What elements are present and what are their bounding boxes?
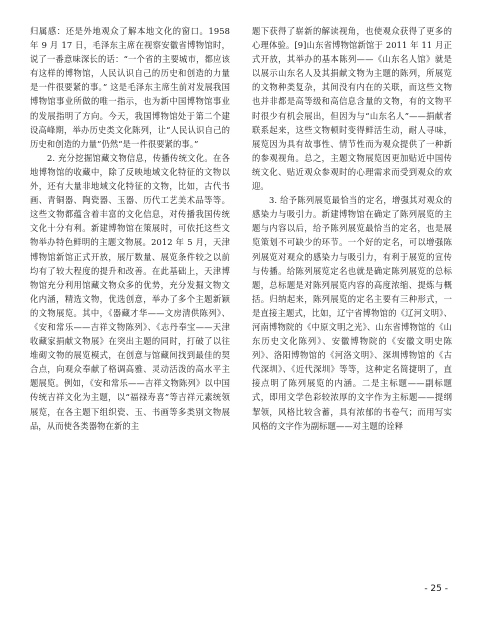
- paragraph: 3. 给予陈列展览最恰当的定名，增强其对观众的感染力与吸引力。新建博物馆在确定了陈列展览的主题与内容以后，给予陈列展览最恰当的定名，也是展览策划不可缺少的环节。一个好的定名，可以增强陈列展览对观众的感染力与吸引力，有利于展览的宣传与传播。给陈列展览定名也就是确定陈列展览的总标题，总标题是对陈列展览内容的高度浓缩、提炼与概括。归纳起来，陈列展览的定名主要有三种形式，一是直接主题式，比如，辽宁省博物馆的《辽河文明》、河南博物院的《中原文明之光》、山东省博物馆的《山东历史文化陈列》、安徽博物院的《安徽文明史陈列》、洛阳博物馆的《河洛文明》、深圳博物馆的《古代深圳》、《近代深圳》等等，这种定名简捷明了，直接点明了陈列展览的内涵。二是主标题——副标题式，即用文学色彩较浓厚的文字作为主标题——提纲挈领，风格比较含蓄，具有浓郁的书卷气；而用写实风格的文字作为副标题——对主题的诠释: [252, 195, 452, 431]
- right-column: [252, 24, 452, 433]
- left-column: [30, 24, 230, 433]
- paragraph: 题下获得了崭新的解读视角，也使观众获得了更多的心理体验。[9]山东省博物馆新馆于 2011 年 11 月正式开放，其举办的基本陈列——《山东名人馆》就是以展示山东名人及其捐献文物为主题的陈列，所展览的文物种类复杂，其间没有内在的关联，而这些文物也并非都是高等级和高信息含量的文物，有的文物平时很少有机会展出，但因为与“山东名人”——捐献者联系起来，这些文物顿时变得鲜活生动，耐人寻味，展览因为具有故事性、情节性而为观众提供了一种新的参观视角。总之，主题文物展览因更加贴近中国传统文化、贴近观众参观时的心理需求而受到观众的欢迎。: [252, 26, 452, 192]
- page-number: - 25 -: [424, 584, 448, 594]
- paragraph: 归属感：还是外地观众了解本地文化的窗口。1958 年 9 月 17 日，毛泽东主席在视察安徽省博物馆时，说了一番意味深长的话：“一个省的主要城市，都应该有这样的博物馆，人民认识自己的历史和创造的力量是一件很要紧的事。” 这是毛泽东主席生前对发展我国博物馆事业所做的唯一指示，也为新中国博物馆事业的发展指明了方向。今天，我国博物馆处于第二个建设高峰期，举办历史类文化陈列，让“人民认识自己的历史和创造的力量”仍然“是一件很要紧的事。”: [30, 26, 230, 149]
- footer-area: [0, 594, 478, 636]
- paragraph: 2. 充分挖掘馆藏文物信息，传播传统文化。在各地博物馆的收藏中，除了反映地域文化特征的文物以外，还有大量非地域文化特征的文物，比如，古代书画、青铜器、陶瓷器、玉器、历代工艺美术品等等。这些文物都蕴含着丰富的文化信息，对传播我国传统文化十分有利。新建博物馆在策展时，可依托这些文物举办特色鲜明的主题文物展。2012 年 5 月，天津博物馆新馆正式开放，展厅数量、展览条件较之以前均有了较大程度的提升和改善。在此基础上，天津博物馆充分利用馆藏文物众多的优势，充分发掘文物文化内涵，精选文物，优选创意，举办了多个主题新颖的文物展览。其中，《器藏才华——文房清供陈列》、《安和常乐——吉祥文物陈列》、《志丹奉宝——天津收藏家捐献文物展》在突出主题的同时，打破了以往堆砌文物的展览模式，在创意与馆藏间找到最佳的契合点，向观众奉献了格调高雅、灵动活泼的高水平主题展览。例如，《安和常乐——吉祥文物陈列》以中国传统吉祥文化为主题，以“福禄寿喜”等吉祥元素统领展览，在各主题下组织瓷、玉、书画等多类别文物展品，从而使各类器物在新的主: [30, 152, 230, 431]
